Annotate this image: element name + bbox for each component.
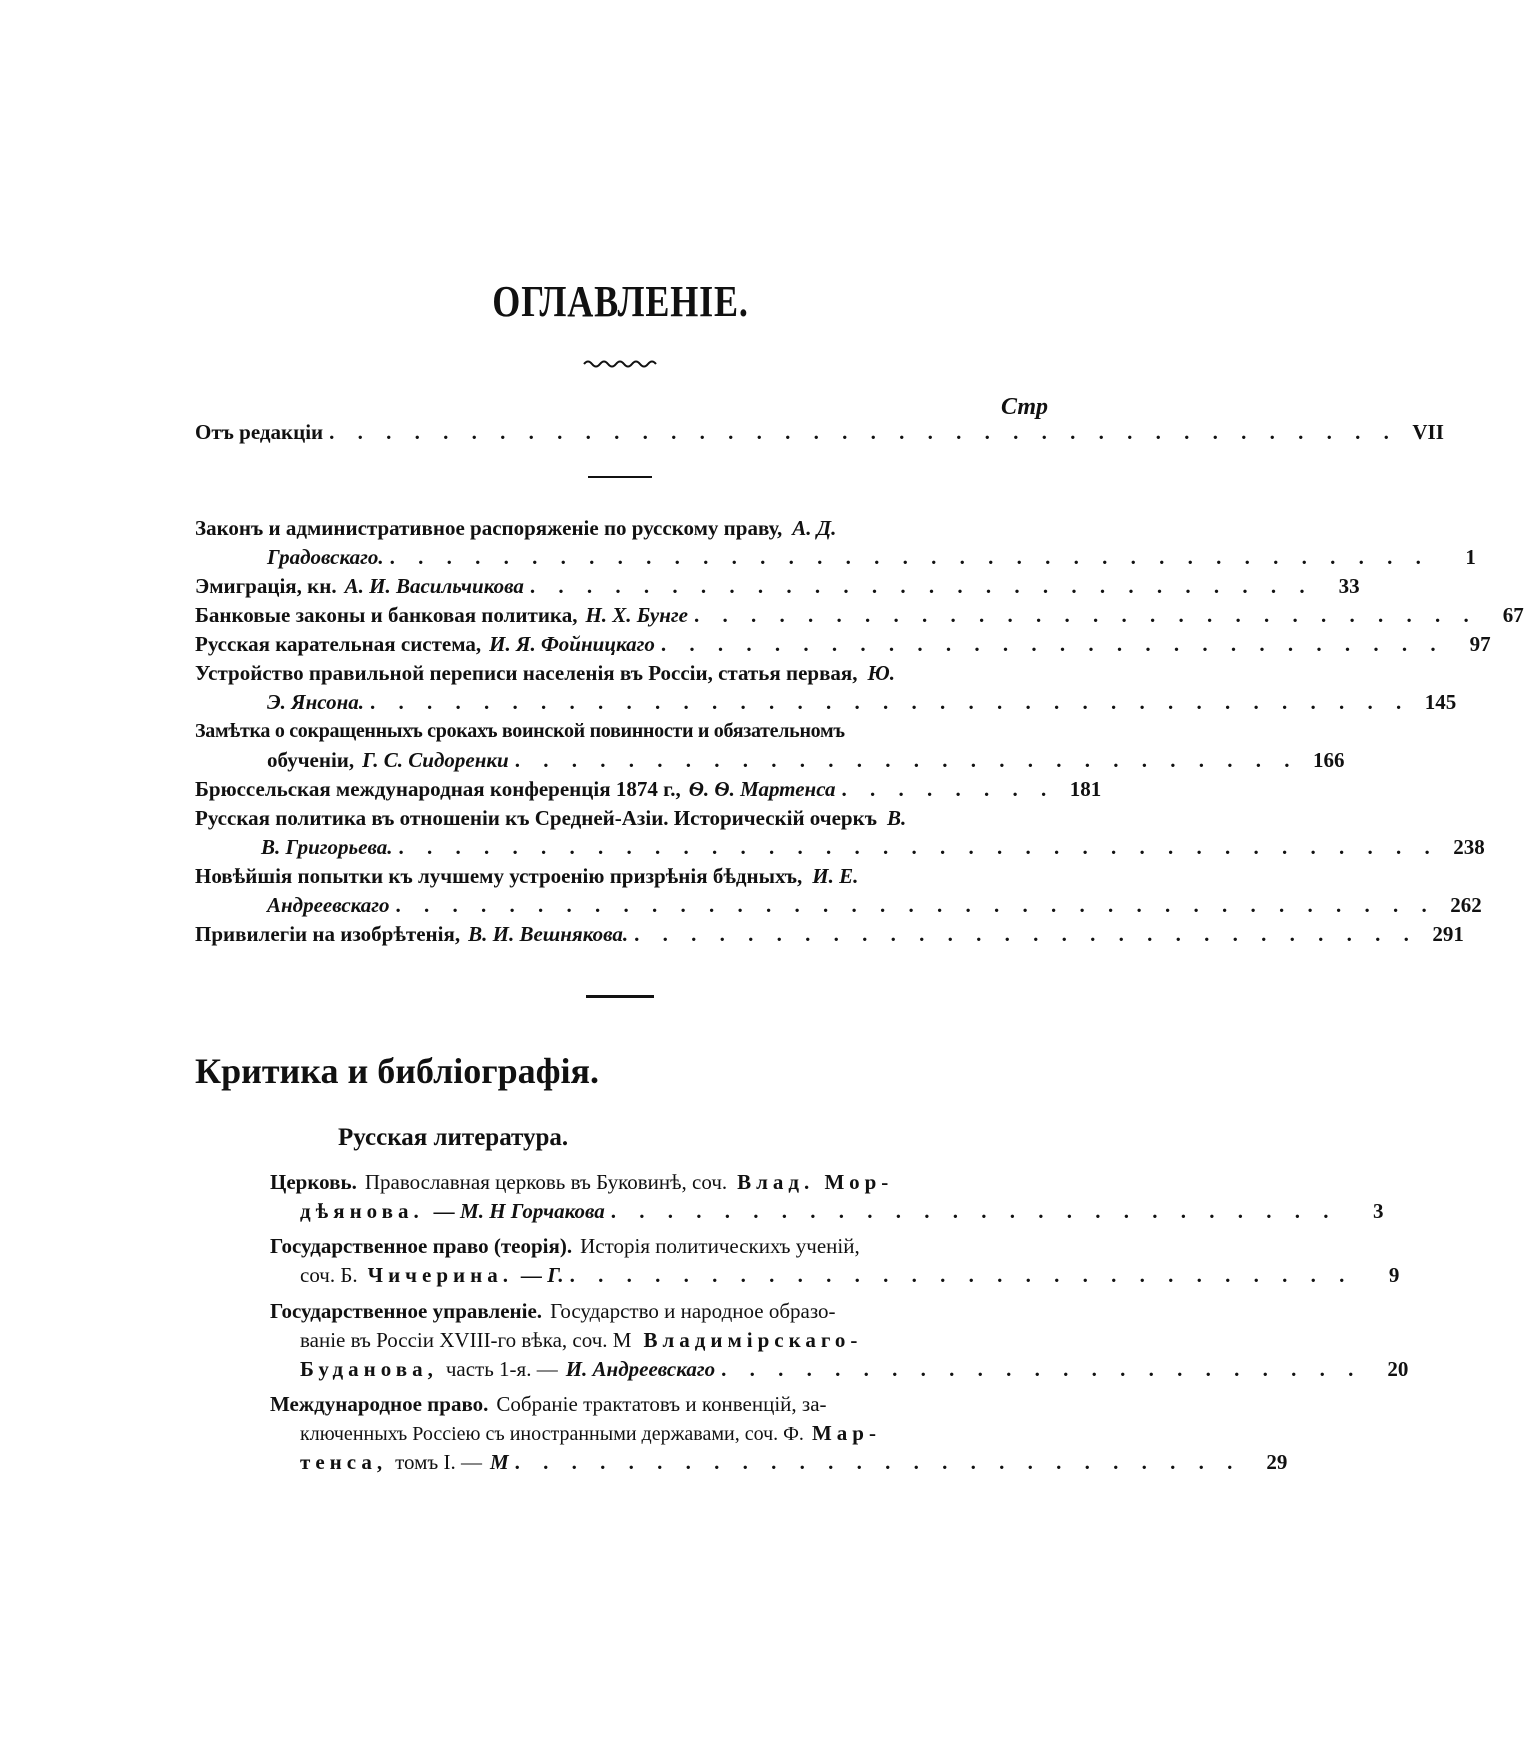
entry-title: Банковые законы и банковая политика, (195, 603, 578, 627)
entry-page: 97 (1469, 632, 1491, 656)
entry-page: 181 (1069, 777, 1102, 801)
entry-title: обученіи, (267, 748, 355, 772)
entry-author: Г. С. Сидоренки (362, 748, 509, 772)
entry-page: 291 (1432, 922, 1464, 946)
divider-rule (586, 995, 654, 998)
toc-entry[interactable] (195, 572, 1360, 601)
entry-title: Отъ редакціи (195, 420, 324, 444)
entry-author: А. И. Васильчикова (344, 574, 524, 598)
review-category: Церковь. (270, 1170, 357, 1194)
toc-entry[interactable] (195, 514, 1476, 572)
review-title: ваніе въ Россіи XVIII-го вѣка, соч. М (300, 1328, 632, 1352)
review-author: дѣянова. (300, 1199, 424, 1223)
divider-rule (588, 476, 652, 478)
entry-author: В. (886, 806, 907, 830)
entry-title: Устройство правильной переписи населенія въ Россіи, статья первая, (195, 661, 858, 685)
review-entry[interactable] (270, 1232, 1400, 1290)
section-heading: Критика и библіографія. (195, 1051, 600, 1091)
leader-dots: . . . . . . . . . . . . . . . . . . . . . . . . . . . . (634, 922, 1418, 946)
leader-dots: . . . . . . . . (841, 777, 1056, 801)
entry-title: Законъ и административное распоряженіе по русскому праву, (195, 516, 783, 540)
toc-entry-preface[interactable] (195, 418, 1444, 447)
review-title: Исторія политическихъ ученій, (580, 1234, 860, 1258)
entry-author: Ю. (867, 661, 895, 685)
entry-page: 145 (1424, 690, 1457, 714)
entry-author: И. Я. Фойницкаго (489, 632, 655, 656)
entry-title: Эмиграція, кн. (195, 574, 337, 598)
leader-dots: . . . . . . . . . . . . . . . . . . . . . . . . . . . . . . . . . . . . . (398, 835, 1439, 859)
entry-author: В. Григорьева. (261, 835, 393, 859)
reviewer: — М. Н Горчакова (433, 1199, 605, 1223)
review-author: Владимірскаго- (643, 1328, 863, 1352)
review-title: томъ I. — (395, 1450, 482, 1474)
review-page: 29 (1266, 1450, 1288, 1474)
reviewer: М (489, 1450, 509, 1474)
entry-title: Замѣтка о сокращенныхъ срокахъ воинской повинности и обязательномъ (195, 720, 845, 742)
leader-dots: . . . . . . . . . . . . . . . . . . . . . . . . . . . . (693, 603, 1478, 627)
review-title: Собраніе трактатовъ и конвенцій, за- (496, 1392, 827, 1416)
review-author: тенса, (300, 1450, 388, 1474)
review-author: Влад. Мор- (737, 1170, 894, 1194)
leader-dots: . . . . . . . . . . . . . . . . . . . . . . . . . . . . . . . . . . . . . (370, 690, 1411, 714)
entry-title: Новѣйшія попытки къ лучшему устроенію призрѣнія бѣдныхъ, (195, 864, 803, 888)
reviewer: — Г. (520, 1263, 564, 1287)
review-entry[interactable] (270, 1297, 1409, 1384)
toc-entry[interactable] (195, 630, 1491, 659)
leader-dots: . . . . . . . . . . . . . . . . . . . . . . . . . . (514, 1450, 1242, 1474)
entry-author: А. Д. (792, 516, 837, 540)
leader-dots: . . . . . . . . . . . . . . . . . . . . . . . . . . . . (569, 1263, 1354, 1287)
review-title: Государство и народное образо- (550, 1299, 836, 1323)
entry-title: Русская политика въ отношеніи къ Средней-Азіи. Историческій очеркъ (195, 806, 877, 830)
entry-title: Привилегіи на изобрѣтенія, (195, 922, 461, 946)
toc-entry[interactable] (195, 775, 1102, 804)
leader-dots: . . . . . . . . . . . . . . . . . . . . . . . . . . . . (514, 748, 1299, 772)
leader-dots: . . . . . . . . . . . . . . . . . . . . . . . . . . . . (660, 632, 1445, 656)
review-author: Чичерина. (367, 1263, 513, 1287)
toc-entry[interactable] (195, 717, 1345, 775)
leader-dots: . . . . . . . . . . . . . . . . . . . . . . . . . . . . . . . . . . . . . (395, 893, 1436, 917)
entry-author: Андреевскаго (267, 893, 390, 917)
entry-author: В. И. Вешнякова. (468, 922, 629, 946)
entry-author: Градовскаго. (267, 545, 384, 569)
review-title: Православная церковь въ Буковинѣ, соч. (364, 1170, 728, 1194)
entry-title: Брюссельская международная конференція 1874 г., (195, 777, 681, 801)
review-page: 20 (1387, 1357, 1409, 1381)
review-entry[interactable] (270, 1390, 1288, 1477)
review-title: часть 1-я. — (445, 1357, 558, 1381)
page-title: ОГЛАВЛЕНІЕ. (492, 277, 749, 326)
entry-page: 262 (1450, 893, 1482, 917)
entry-page: VII (1412, 420, 1444, 444)
entry-author: Н. Х. Бунге (585, 603, 688, 627)
review-author: Буданова, (300, 1357, 438, 1381)
entry-author: И. Е. (812, 864, 859, 888)
review-category: Международное право. (270, 1392, 489, 1416)
entry-page: 67 (1502, 603, 1524, 627)
toc-entry[interactable] (195, 804, 1485, 862)
leader-dots: . . . . . . . . . . . . . . . . . . . . . . . . . . . . . . . . . . . . . (389, 545, 1430, 569)
review-title: ключенныхъ Россіею съ иностранными державами, соч. Ф. (300, 1423, 804, 1445)
entry-title: Русская карательная система, (195, 632, 482, 656)
review-page: 3 (1372, 1199, 1384, 1223)
reviewer: И. Андреевскаго (565, 1357, 716, 1381)
entry-page: 166 (1312, 748, 1345, 772)
toc-entry[interactable] (195, 601, 1524, 630)
toc-entry[interactable] (195, 862, 1482, 920)
leader-dots: . . . . . . . . . . . . . . . . . . . . . . . (721, 1357, 1363, 1381)
toc-entry[interactable] (195, 659, 1457, 717)
entry-page: 1 (1465, 545, 1476, 569)
toc-entry[interactable] (195, 920, 1464, 949)
leader-dots: . . . . . . . . . . . . . . . . . . . . . . . . . . . . (529, 574, 1314, 598)
entry-author: Э. Янсона. (267, 690, 365, 714)
review-entry[interactable] (270, 1168, 1384, 1226)
wavy-ornament (584, 358, 656, 368)
review-author: Мар- (811, 1421, 881, 1445)
leader-dots: . . . . . . . . . . . . . . . . . . . . . . . . . . (610, 1199, 1338, 1223)
entry-author: Ѳ. Ѳ. Мартенса (688, 777, 836, 801)
subsection-heading: Русская литература. (338, 1124, 569, 1151)
page-column-label: Стр (1000, 394, 1048, 420)
review-category: Государственное право (теорія). (270, 1234, 573, 1258)
leader-dots: . . . . . . . . . . . . . . . . . . . . . . . . . . . . . . . . . . . . . . (329, 420, 1398, 444)
review-title: соч. Б. (300, 1263, 358, 1287)
entry-page: 238 (1453, 835, 1485, 859)
review-category: Государственное управленіе. (270, 1299, 543, 1323)
review-page: 9 (1388, 1263, 1400, 1287)
entry-page: 33 (1338, 574, 1360, 598)
